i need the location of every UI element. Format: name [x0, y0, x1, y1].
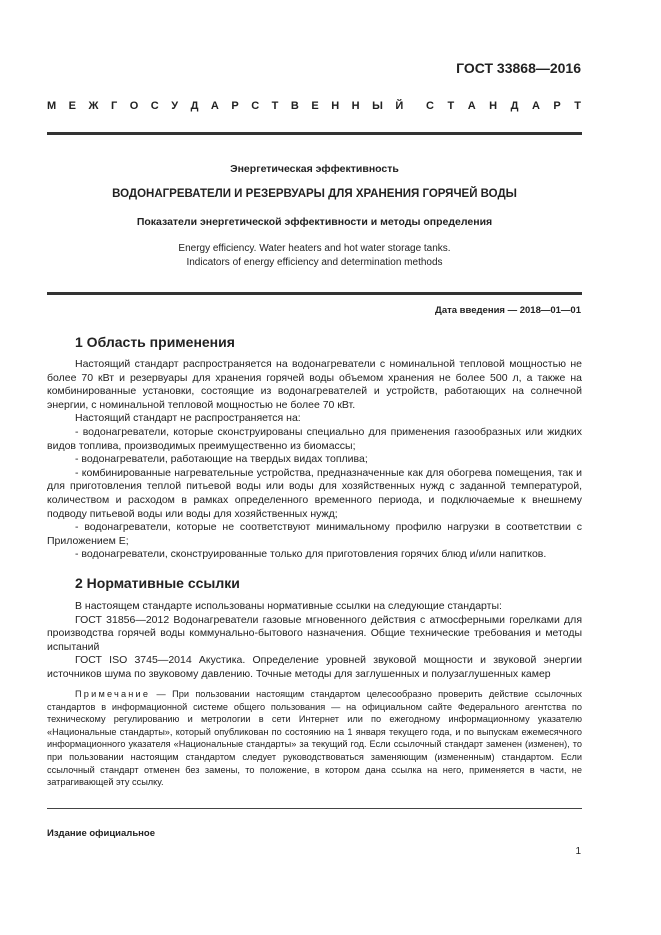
title-main: ВОДОНАГРЕВАТЕЛИ И РЕЗЕРВУАРЫ ДЛЯ ХРАНЕНИЯ ГОРЯЧЕЙ ВОДЫ [112, 188, 517, 200]
paragraph: В настоящем стандарте использованы нормативные ссылки на следующие стандарты: [75, 600, 502, 612]
banner-letter: Т [447, 100, 455, 112]
banner-letter: Ы [372, 100, 383, 112]
banner-letter: Н [489, 100, 498, 112]
title-subtitle: Показатели энергетической эффективности и методы определения [136, 216, 493, 228]
section1-body [47, 358, 582, 562]
paragraph: Настоящий стандарт распространяется на водонагреватели с номинальной тепловой мощностью не более 70 кВт и резервуары для хранения горячей воды объемом хранения не более 500 л, а также на комбинированные установки, состоящие из водонагревателей и устройств, работающих на солнечной энергии, с номинальной тепловой мощностью не более 70 кВт. [47, 358, 582, 411]
banner-letter: А [531, 100, 540, 112]
note-text: — При пользовании настоящим стандартом целесообразно проверить действие ссылочных стандартов в информационной системе общего пользования — на официальном сайте Федерального агентства по техническому регулированию и метрологии в сети Интернет или по ежегодному информационному указателю «Национальные стандарты», который опубликован по состоянию на 1 января текущего года, и по выпускам ежемесячного информационного указателя «Национальные стандарты» за текущий год. Если ссылочный стандарт заменен (изменен), то при пользовании настоящим стандартом следует руководствоваться заменяющим (измененным) стандартом. Если ссылочный стандарт отменен без замены, то положение, в котором дана ссылка на него, применяется в части, не затрагивающей эту ссылку. [47, 689, 582, 788]
banner-letter: Д [510, 100, 519, 112]
top-divider [47, 132, 582, 135]
banner-letter: С [426, 100, 434, 112]
english-title-line1: Energy efficiency. Water heaters and hot water storage tanks. [178, 243, 451, 254]
banner-letter: Т [574, 100, 581, 112]
page-number: 1 [575, 846, 581, 857]
banner-letter: С [251, 100, 260, 112]
footer-divider [47, 808, 582, 809]
paragraph: - водонагреватели, работающие на твердых видах топлива; [75, 453, 368, 466]
banner-letter: М [47, 100, 57, 112]
standard-word [426, 100, 581, 112]
note-label: Примечание [75, 689, 151, 699]
banner-letter: Н [351, 100, 360, 112]
interstate-standard-banner [47, 100, 581, 112]
title-divider [47, 292, 582, 295]
paragraph: - водонагреватели, которые не соответствуют минимальному профилю нагрузки в соответствии с Приложением Е; [47, 521, 582, 547]
banner-letter: Р [231, 100, 239, 112]
english-title [47, 242, 582, 270]
english-title-line2: Indicators of energy efficiency and determination methods [186, 257, 443, 268]
banner-letter: А [210, 100, 219, 112]
introduction-date: Дата введения — 2018—01—01 [435, 305, 581, 316]
banner-letter: О [129, 100, 139, 112]
banner-letter: А [467, 100, 476, 112]
note-block [47, 688, 582, 789]
banner-letter: В [290, 100, 299, 112]
banner-letter: Г [110, 100, 118, 112]
banner-letter: У [171, 100, 179, 112]
banner-letter: Й [395, 100, 404, 112]
section1-heading: 1 Область применения [75, 334, 235, 350]
banner-letter: Т [271, 100, 279, 112]
banner-letter: Н [331, 100, 340, 112]
gost-number: ГОСТ 33868—2016 [456, 60, 581, 76]
section2-heading: 2 Нормативные ссылки [75, 575, 240, 591]
paragraph: ГОСТ 31856—2012 Водонагреватели газовые мгновенного действия с атмосферными горелками для производства горячей воды коммунально-бытового назначения. Общие технические требования и методы испытаний [47, 613, 582, 653]
title-line1: Энергетическая эффективность [230, 163, 399, 175]
banner-letter: Р [553, 100, 561, 112]
paragraph: ГОСТ ISO 3745—2014 Акустика. Определение уровней звуковой мощности и звуковой энергии источников шума по звуковому давлению. Точные методы для заглушенных и полузаглушенных камер [47, 654, 582, 680]
section2-body [47, 600, 582, 682]
paragraph: - комбинированные нагревательные устройства, предназначенные как для обогрева помещения, так и для приготовления теплой питьевой воды или воды для хозяйственных нужд с заданной температурой, количеством и расходом в рамках определенного временного периода, и подключаемые к внешнему подводу питьевой воды или воды для хозяйственных нужд; [47, 466, 582, 520]
banner-letter: Д [190, 100, 199, 112]
banner-letter: Ж [88, 100, 99, 112]
banner-letter: С [150, 100, 159, 112]
banner-letter: Е [311, 100, 319, 112]
paragraph: - водонагреватели, которые сконструированы специально для применения газообразных или жидких видов топлива, производимых преимущественно из биомассы; [47, 425, 582, 452]
interstate-word [47, 100, 403, 112]
banner-letter: Е [68, 100, 77, 112]
paragraph: - водонагреватели, сконструированные только для приготовления горячих блюд и/или напитков. [75, 548, 547, 561]
paragraph: Настоящий стандарт не распространяется на: [75, 412, 301, 425]
official-edition-label: Издание официальное [47, 828, 155, 839]
